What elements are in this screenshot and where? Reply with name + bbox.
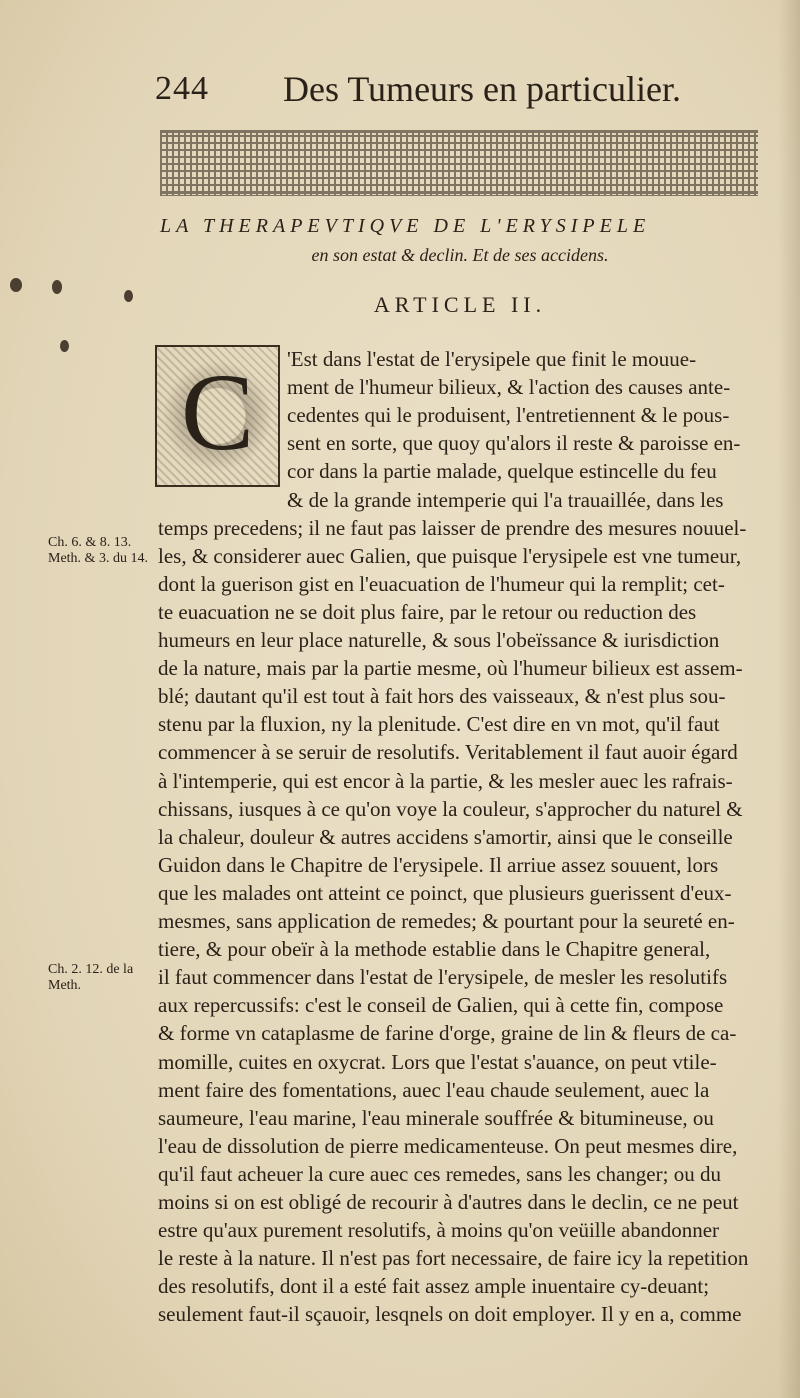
text-line: il faut commencer dans l'estat de l'erysipele, de mesler les resolutifs: [158, 965, 728, 990]
section-title: LA THERAPEVTIQVE DE L'ERYSIPELE: [160, 215, 651, 237]
binding-hole: [52, 280, 62, 294]
page-header: [155, 62, 681, 112]
drop-cap-letter: C: [180, 351, 255, 473]
text-line: ment faire des fomentations, auec l'eau chaude seulement, auec la: [158, 1077, 710, 1102]
article-heading: ARTICLE II.: [373, 292, 547, 317]
text-line: humeurs en leur place naturelle, & sous l'obeïssance & iurisdiction: [158, 628, 720, 652]
page-edge-shadow: [778, 0, 800, 1398]
text-line: momille, cuites en oxycrat. Lors que l'estat s'auance, on peut vtile-: [158, 1049, 717, 1074]
text-line: à l'intemperie, qui est encor à la partie, & les mesler auec les rafrais-: [158, 768, 733, 793]
text-line: & de la grande intemperie qui l'a trauaillée, dans les: [287, 487, 724, 512]
text-line: le reste à la nature. Il n'est pas fort necessaire, de faire icy la repetition: [158, 1246, 749, 1271]
text-line: mesmes, sans application de remedes; & pourtant pour la seureté en-: [158, 909, 735, 933]
text-line: te euacuation ne se doit plus faire, par le retour ou reduction des: [158, 599, 697, 624]
text-line: blé; dautant qu'il est tout à fait hors des vaisseaux, & n'est plus sou-: [158, 684, 726, 709]
text-line: les, & considerer auec Galien, que puisque l'erysipele est vne tumeur,: [158, 543, 742, 568]
binding-hole: [10, 278, 22, 292]
text-line: sent en sorte, que quoy qu'alors il reste & paroisse en-: [287, 431, 741, 456]
text-line: chissans, iusques à ce qu'on voye la couleur, s'approcher du naturel &: [158, 796, 743, 821]
running-title: Des Tumeurs en particulier.: [283, 69, 681, 109]
text-line: cor dans la partie malade, quelque estincelle du feu: [287, 459, 717, 484]
text-line: stenu par la fluxion, ny la plenitude. C'est dire en vn mot, qu'il faut: [158, 712, 720, 737]
text-line: saumeure, l'eau marine, l'eau minerale souffrée & bitumineuse, ou: [158, 1105, 714, 1130]
text-line: dont la guerison gist en l'euacuation de l'humeur qui la remplit; cet-: [158, 571, 725, 596]
decorative-ornament-band: [160, 130, 758, 196]
margin-note: Ch. 6. & 8. 13. Meth. & 3. du 14.: [48, 535, 148, 566]
text-line: aux repercussifs: c'est le conseil de Galien, qui à cette fin, compose: [158, 993, 724, 1018]
text-line: des resolutifs, dont il a esté fait assez ample inuentaire cy-deuant;: [158, 1274, 710, 1299]
margin-note: Ch. 2. 12. de la Meth.: [48, 962, 134, 993]
text-line: Guidon dans le Chapitre de l'erysipele. Il arriue assez souuent, lors: [158, 852, 719, 877]
text-line: moins si on est obligé de recourir à d'autres dans le declin, ce ne peut: [158, 1190, 739, 1214]
text-line: temps precedens; il ne faut pas laisser de prendre des mesures nouuel-: [158, 515, 747, 540]
text-line: ment de l'humeur bilieux, & l'action des causes ante-: [287, 375, 731, 400]
text-line: qu'il faut acheuer la cure auec ces remedes, sans les changer; ou du: [158, 1161, 721, 1186]
text-line: estre qu'aux purement resolutifs, à moins qu'on veüille abandonner: [158, 1218, 720, 1243]
binding-hole: [60, 340, 69, 352]
page-number: 244: [155, 70, 209, 107]
text-line: que les malades ont atteint ce poinct, que plusieurs guerissent d'eux-: [158, 880, 732, 905]
text-line: la chaleur, douleur & autres accidens s'amortir, ainsi que le conseille: [158, 824, 733, 849]
text-line: l'eau de dissolution de pierre medicamenteuse. On peut mesmes dire,: [158, 1133, 738, 1158]
text-line: cedentes qui le produisent, l'entretiennent & le pous-: [287, 403, 730, 428]
text-line: commencer à se seruir de resolutifs. Veritablement il faut auoir égard: [158, 740, 738, 765]
text-line: 'Est dans l'estat de l'erysipele que finit le mouue-: [287, 347, 697, 371]
text-line: de la nature, mais par la partie mesme, où l'humeur bilieux est assem-: [158, 656, 743, 681]
text-line: & forme vn cataplasme de farine d'orge, graine de lin & fleurs de ca-: [158, 1021, 737, 1046]
section-subtitle: en son estat & declin. Et de ses accidens.: [311, 245, 609, 265]
binding-hole: [124, 290, 133, 302]
text-line: seulement faut-il sçauoir, lesqnels on doit employer. Il y en a, comme: [158, 1302, 742, 1327]
text-line: tiere, & pour obeïr à la methode establie dans le Chapitre general,: [158, 937, 711, 962]
decorated-initial: [155, 345, 280, 487]
